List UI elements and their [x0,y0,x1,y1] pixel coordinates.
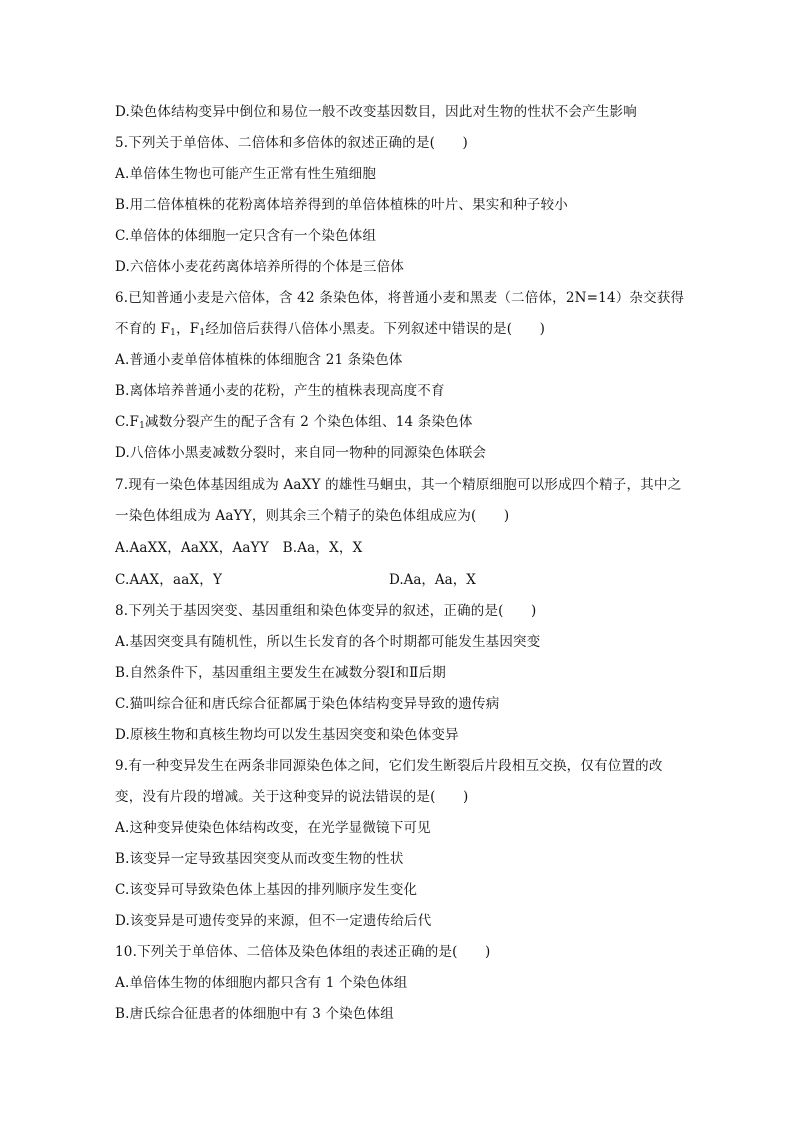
q5-option-b: B.用二倍体植株的花粉离体培养得到的单倍体植株的叶片、果实和种子较小 [115,197,569,213]
q6-text-part: 经加倍后获得八倍体小黑麦。下列叙述中错误的是( ) [205,321,546,337]
q10-option-b: B.唐氏综合征患者的体细胞中有 3 个染色体组 [115,1006,394,1022]
q4-option-d: D.染色体结构变异中倒位和易位一般不改变基因数目，因此对生物的性状不会产生影响 [115,104,637,120]
q10-stem: 10.下列关于单倍体、二倍体及染色体组的表述正确的是( ) [115,944,491,960]
q8-option-b: B.自然条件下，基因重组主要发生在减数分裂Ⅰ和Ⅱ后期 [115,665,446,681]
q8-option-c: C.猫叫综合征和唐氏综合征都属于染色体结构变异导致的遗传病 [115,696,500,712]
q8-option-d: D.原核生物和真核生物均可以发生基因突变和染色体变异 [115,727,459,743]
q9-option-b: B.该变异一定导致基因突变从而改变生物的性状 [115,851,404,867]
q6-option-a: A.普通小麦单倍体植株的体细胞含 21 条染色体 [115,352,403,368]
q10-option-a: A.单倍体生物的体细胞内都只含有 1 个染色体组 [115,975,408,991]
q6-option-d: D.八倍体小黑麦减数分裂时，来自同一物种的同源染色体联会 [115,445,487,461]
q5-option-d: D.六倍体小麦花药离体培养所得的个体是三倍体 [115,259,405,275]
q9-option-c: C.该变异可导致染色体上基因的排列顺序发生变化 [115,882,418,898]
q9-option-a: A.这种变异使染色体结构改变，在光学显微镜下可见 [115,820,431,836]
q7-option-c: C.AAX，aaX，Y [115,572,223,588]
q8-option-a: A.基因突变具有随机性，所以生长发育的各个时期都可能发生基因突变 [115,634,541,650]
q6-subscript: 1 [170,328,177,338]
q5-option-a: A.单倍体生物也可能产生正常有性生殖细胞 [115,166,377,182]
q6-text-part: ，F [176,321,200,337]
q7-option-ab: A.AaXX，AaXX，AaYY B.Aa，X，X [115,540,363,556]
q6-option-b: B.离体培养普通小麦的花粉，产生的植株表现高度不育 [115,383,445,399]
q6-option-c [115,413,473,435]
q9-stem-line2: 变，没有片段的增减。关于这种变异的说法错误的是( ) [115,789,469,805]
q9-stem-line1: 9.有一种变异发生在两条非同源染色体之间，它们发生断裂后片段相互交换，仅有位置的改 [115,758,663,774]
q5-stem: 5.下列关于单倍体、二倍体和多倍体的叙述正确的是( ) [115,135,469,151]
q5-option-c: C.单倍体的体细胞一定只含有一个染色体组 [115,228,377,244]
q6-c-subscript: 1 [139,421,146,431]
q6-c-text-part: 减数分裂产生的配子含有 2 个染色体组、14 条染色体 [145,414,473,430]
q7-option-d: D.Aa，Aa，X [389,572,476,588]
q6-subscript: 1 [199,328,206,338]
q7-stem-line1: 7.现有一染色体基因组成为 AaXY 的雄性马蛔虫，其一个精原细胞可以形成四个精子，其中之 [115,477,682,493]
q9-option-d: D.该变异是可遗传变异的来源，但不一定遗传给后代 [115,913,432,929]
q6-stem-line1: 6.已知普通小麦是六倍体，含 42 条染色体，将普通小麦和黑麦（二倍体，2N=14）杂交获得 [115,290,685,306]
q6-stem-line2 [115,320,545,342]
q7-stem-line2: 一染色体组成为 AaYY，则其余三个精子的染色体组成应为( ) [115,508,510,524]
q8-stem: 8.下列关于基因突变、基因重组和染色体变异的叙述，正确的是( ) [115,603,537,619]
q6-c-text-part: C.F [115,414,140,430]
q6-text-part: 不育的 F [115,321,171,337]
